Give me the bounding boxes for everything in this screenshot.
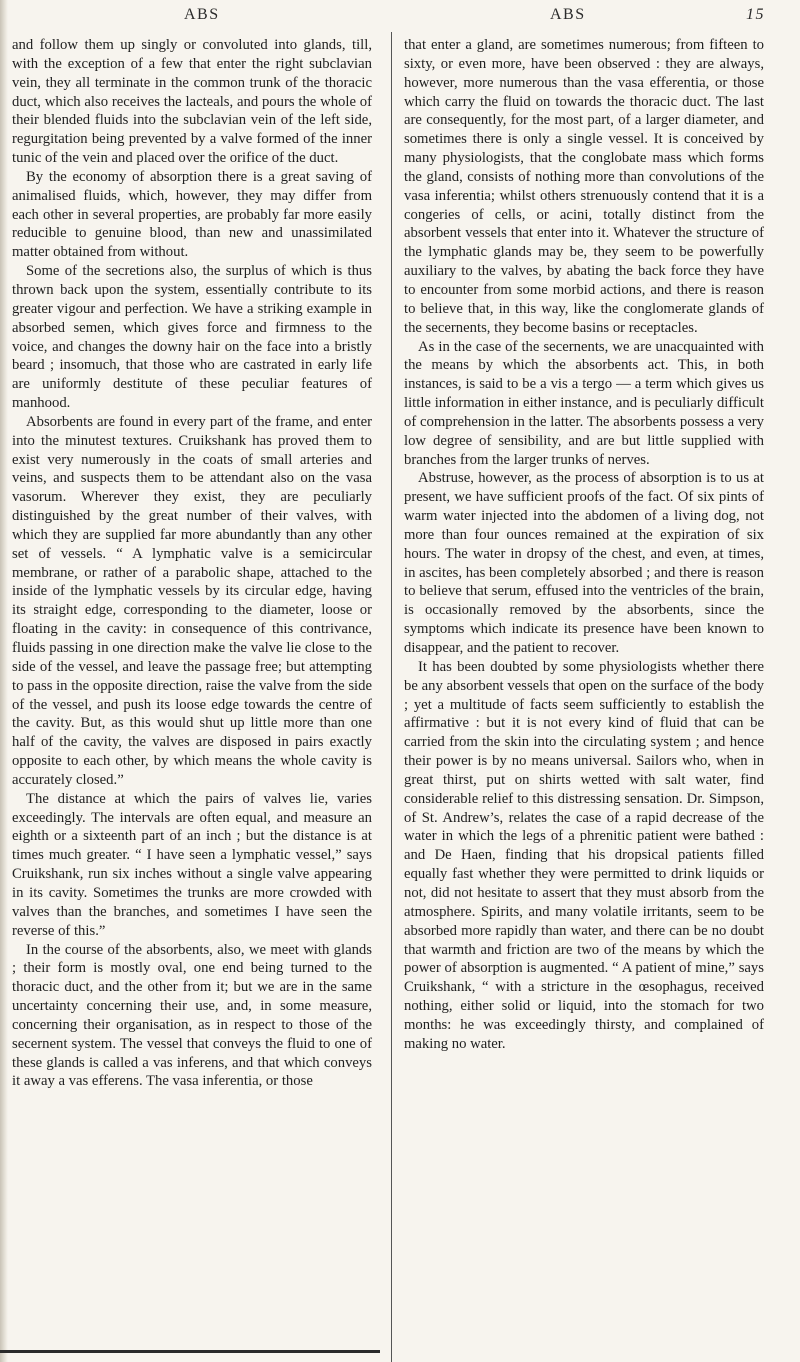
paragraph: As in the case of the secernents, we are unacquainted with the means by which the absorbents act. This, in both instances, is said to be a vis a tergo — a term which gives us little information in either instance, and is peculiarly difficult of comprehension in the latter. The absorbents possess a very low degree of sensibility, and are but little supplied with branches from the larger trunks of nerves. [404, 338, 764, 468]
page-number: 15 [746, 6, 765, 23]
paragraph: Absorbents are found in every part of the frame, and enter into the minutest textures. Cruikshank has proved them to exist very numerously in the coats of small arteries and veins, and suspects them to be attendant also on the vasa vasorum. Wherever they exist, they are peculiarly distinguished by the great number of their valves, with which they are supplied far more abundantly than any other set of vessels. “ A lymphatic valve is a semicircular membrane, or rather of a parabolic shape, attached to the inside of the lymphatic vessels by its circular edge, having its straight edge, corresponding to the diameter, loose or floating in the cavity: in consequence of this contrivance, fluids passing in one direction make the valve lie close to the side of the vessel, and leave the passage free; but attempting to pass in the opposite direction, raise the valve from the side of the vessel, and push its loose edge towards the centre of the cavity. But, as this would shut up little more than one half of the cavity, the valves are disposed in pairs exactly opposite to each other, by which means the whole cavity is accurately closed.” [12, 413, 372, 788]
bottom-rule [0, 1350, 380, 1353]
paragraph: It has been doubted by some physiologists whether there be any absorbent vessels that open on the surface of the body ; yet a multitude of facts seem sufficiently to establish the affirmative : but it is not every kind of fluid that can be carried from the skin into the circulating system ; and hence their power is by no means universal. Sailors who, when in great thirst, put on shirts wetted with salt water, find considerable relief to this distressing sensation. Dr. Simpson, of St. Andrew’s, relates the case of a rapid decrease of the water in which the legs of a phrenitic patient were bathed : and De Haen, finding that his dropsical patients filled equally fast whether they were permitted to drink liquids or not, did not hesitate to assert that they must absorb from the atmosphere. Spirits, and many volatile irritants, seem to be absorbed more rapidly than water, and there can be no doubt that warmth and friction are two of the means by which the power of absorption is augmented. “ A patient of mine,” says Cruikshank, “ with a stricture in the œsophagus, received nothing, either solid or liquid, into the stomach for two months: he was exceedingly thirsty, and complained of making no water. [404, 658, 764, 1052]
paragraph: In the course of the absorbents, also, we meet with glands ; their form is mostly oval, one end being turned to the thoracic duct, and the other from it; but we are in the same uncertainty concerning their use, and, in some measure, concerning their organisation, as in respect to those of the secernent system. The vessel that conveys the fluid to one of these glands is called a vas inferens, and that which conveys it away a vas efferens. The vasa inferentia, or those [12, 941, 372, 1090]
column-divider [391, 32, 392, 1362]
page-gutter-shadow [0, 0, 8, 1362]
left-column [12, 36, 372, 1091]
paragraph: By the economy of absorption there is a great saving of animalised fluids, which, however, they may differ from each other in several properties, are probably far more easily reducible to genuine blood, than new and unassimilated matter obtained from without. [12, 168, 372, 261]
paragraph: that enter a gland, are sometimes numerous; from fifteen to sixty, or even more, have been observed : they are always, however, more numerous than the vasa efferentia, or those which carry the fluid on towards the thoracic duct. The last are consequently, for the most part, of a larger diameter, and sometimes there is only a single vessel. It is conceived by many physiologists, that the conglobate mass which forms the gland, consists of nothing more than convolutions of the vasa inferentia; whilst others strenuously contend that it is a congeries of cells, or acini, totally distinct from the absorbent vessels that enter into it. Whatever the structure of the lymphatic glands may be, they seem to be powerfully auxiliary to the valves, by abating the back force they have to encounter from some morbid actions, and there is reason to believe that, in this way, like the conglomerate glands of the secernents, they become basins or receptacles. [404, 37, 764, 336]
running-head-right: ABS [550, 6, 586, 23]
paragraph: and follow them up singly or convoluted into glands, till, with the exception of a few that enter the right subclavian vein, they all terminate in the common trunk of the thoracic duct, which also receives the lacteals, and pours the whole of their blended fluids into the subclavian vein of the left side, regurgitation being prevented by a valve formed of the inner tunic of the vein and placed over the orifice of the duct. [12, 37, 372, 167]
paragraph: Abstruse, however, as the process of absorption is to us at present, we have sufficient proofs of the fact. Of six pints of warm water injected into the abdomen of a living dog, not more than four ounces remained at the expiration of six hours. The water in dropsy of the chest, and even, at times, in ascites, has been completely absorbed ; and there is reason to believe that serum, effused into the ventricles of the brain, is occasionally removed by the absorbents, since the symptoms which indicate its presence have been known to disappear, and the patient to recover. [404, 470, 764, 656]
paragraph: Some of the secretions also, the surplus of which is thus thrown back upon the system, essentially contribute to its greater vigour and perfection. We have a striking example in absorbed semen, which gives force and firmness to the voice, and changes the downy hair on the face into a bristly beard ; insomuch, that those who are castrated in early life are uniformly destitute of these peculiar features of manhood. [12, 263, 372, 412]
right-column [404, 36, 764, 1054]
paragraph: The distance at which the pairs of valves lie, varies exceedingly. The intervals are often equal, and measure an eighth or a sixteenth part of an inch ; but the distance is at times much greater. “ I have seen a lymphatic vessel,” says Cruikshank, run six inches without a single valve appearing in its cavity. Sometimes the trunks are more crowded with valves than the branches, and sometimes I have seen the reverse of this.” [12, 790, 372, 939]
running-head-left: ABS [184, 6, 220, 23]
